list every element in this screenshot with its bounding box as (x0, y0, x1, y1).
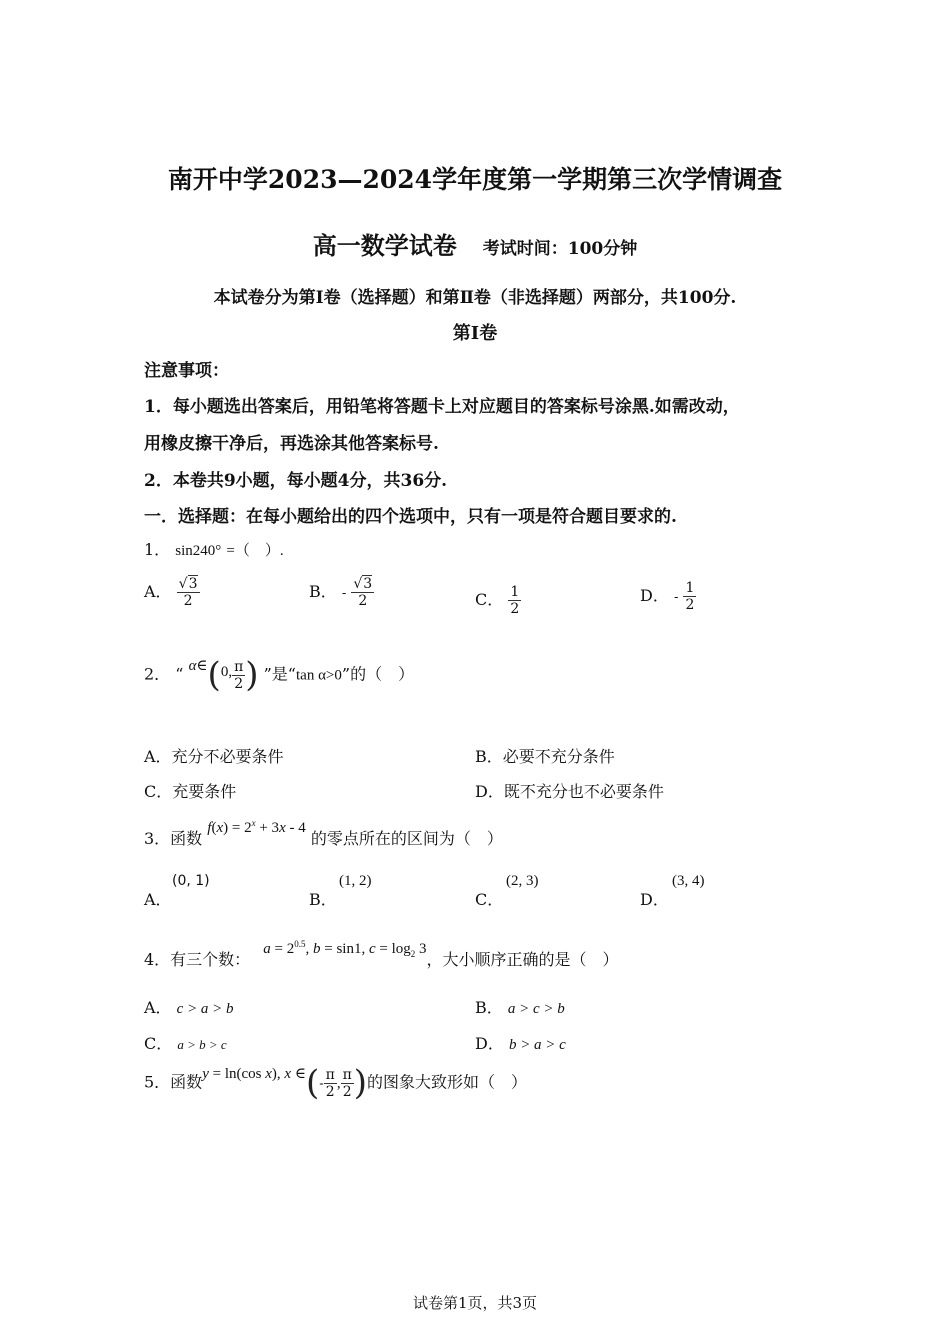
quote-mark: “ (175, 664, 184, 684)
question-3-option-b: (1, 2) (339, 873, 372, 889)
option-label: B． (309, 582, 337, 601)
exam-title: 南开中学2023—2024学年度第一学期第三次学情调查 (167, 165, 783, 194)
question-1-option-b: B． - $\frac{√3}{2}$ (309, 576, 373, 609)
question-3-expression: f (207, 820, 212, 836)
option-a-value: $\frac{√3}{2}$ (178, 576, 198, 609)
question-4-option-a: A． c > a > b (144, 998, 234, 1017)
question-number: 1． (144, 540, 171, 559)
question-1-option-a (144, 576, 200, 609)
question-2-tail: ”的（ ） (341, 664, 415, 684)
option-c-value: $\frac{1}{2}$ (510, 584, 520, 617)
question-1-tail: =（ ）. (226, 543, 284, 559)
question-5-tail: 的图象大致形如（ ） (367, 1072, 528, 1092)
note-2: 2．本卷共9小题，每小题4分，共36分. (144, 471, 448, 491)
question-2-option-d: D．既不充分也不必要条件 (475, 782, 664, 801)
page-footer: 试卷第1页，共3页 (412, 1294, 538, 1312)
question-3-option-c: (2, 3) (506, 873, 539, 889)
question-1-option-d: D． - $\frac{1}{2}$ (640, 580, 695, 613)
subject-title: 高一数学试卷 (312, 231, 457, 260)
question-5-expression: y = ln(cos x), x ∈ (202, 1065, 306, 1082)
option-label: C． (475, 590, 504, 609)
question-3-tail: 的零点所在的区间为（ ） (310, 829, 503, 848)
question-number: 3．函数 (144, 829, 203, 848)
question-4-option-c: C． a > b > c (144, 1034, 227, 1053)
question-3-option-c-label: C． (475, 890, 504, 909)
option-label: D． (640, 586, 669, 605)
question-4-tail: ，大小顺序正确的是（ ） (426, 950, 619, 969)
question-2-option-c: C．充要条件 (144, 782, 237, 801)
question-number: 4．有三个数： (144, 950, 251, 969)
question-3: 3．函数 $f(x) = 2^x + 3x - 4$ 的零点所在的区间为（ ） (144, 818, 503, 848)
exam-description: 本试卷分为第Ⅰ卷（选择题）和第Ⅱ卷（非选择题）两部分，共100分. (213, 288, 737, 308)
question-2: 2． “ α∈(0, $\frac{\pi}{2}$ ) ”是“tan α>0”的（ ） (144, 655, 415, 695)
question-number: 2． (144, 664, 171, 684)
exam-time: 考试时间：100分钟 (482, 239, 638, 259)
question-2-option-b: B．必要不充分条件 (475, 747, 615, 766)
question-2-expression: α∈ (188, 657, 208, 674)
question-4-option-d: D． b > a > c (475, 1034, 566, 1053)
option-b-value: $\frac{√3}{2}$ (353, 576, 373, 609)
question-2-condition: tan α>0 (296, 667, 342, 684)
question-4-option-b: B． a > c > b (475, 998, 565, 1017)
question-3-option-a: (0, 1) (172, 873, 210, 889)
question-3-option-a-label: A． (144, 890, 172, 909)
question-2-connector: ”是“ (263, 664, 296, 684)
question-4 (144, 939, 619, 971)
notes-heading: 注意事项： (144, 361, 229, 381)
question-number: 5．函数 (144, 1072, 203, 1092)
question-3-option-b-label: B． (309, 890, 337, 909)
note-1-line-1: 1．每小题选出答案后，用铅笔将答题卡上对应题目的答案标号涂黑.如需改动， (144, 397, 740, 417)
question-5: 5．函数y = ln(cos x), x ∈(- $\frac{\pi}{2}$ , $\frac{\pi}{2}$ )的图象大致形如（ ） (144, 1063, 528, 1103)
exam-subtitle (0, 226, 950, 261)
option-d-value: $\frac{1}{2}$ (685, 580, 695, 613)
note-1-line-2: 用橡皮擦干净后，再选涂其他答案标号. (144, 434, 439, 454)
section-1-heading: 一．选择题：在每小题给出的四个选项中，只有一项是符合题目要求的. (144, 507, 677, 527)
option-label: A． (144, 582, 172, 601)
question-2-option-a: A．充分不必要条件 (144, 747, 284, 766)
question-3-option-d: (3, 4) (672, 873, 705, 889)
volume-heading: 第Ⅰ卷 (452, 323, 498, 344)
question-1 (144, 537, 284, 560)
question-1-option-c (475, 584, 521, 617)
question-3-option-d-label: D． (640, 890, 669, 909)
question-4-expression: $a = 2^{0.5}$, b = sin1, $c = \log_2 3$ (263, 939, 427, 959)
question-1-expression: sin240° (175, 543, 222, 559)
